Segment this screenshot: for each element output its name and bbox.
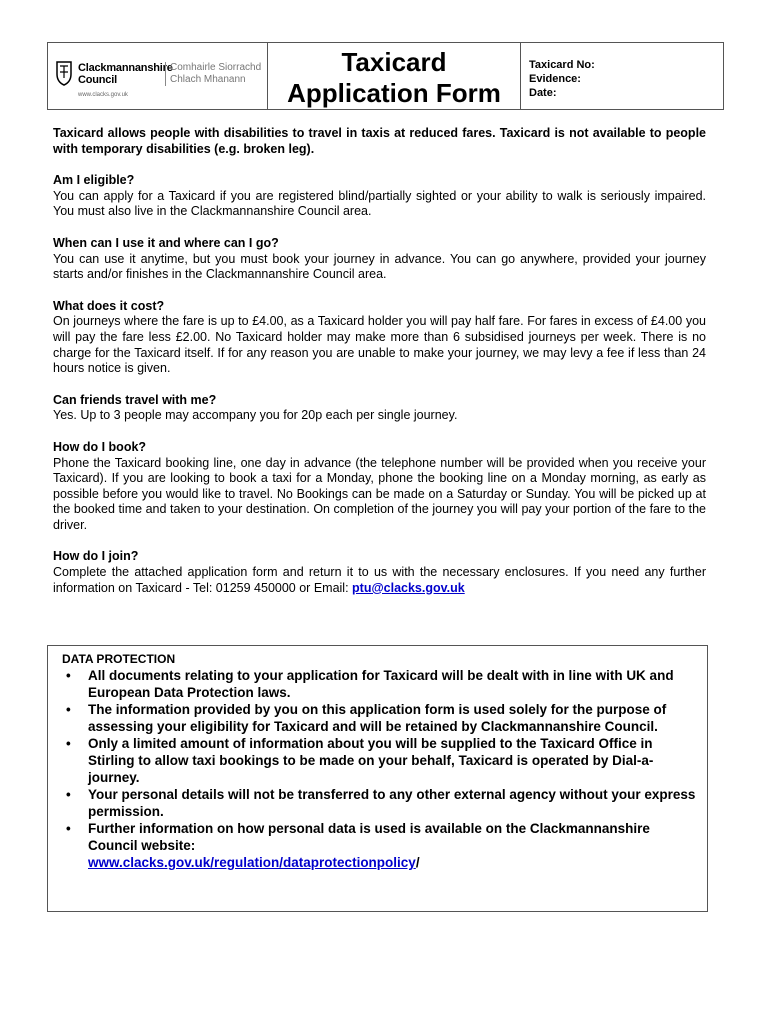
logo-url: www.clacks.gov.uk bbox=[78, 92, 128, 98]
section-cost bbox=[53, 299, 706, 377]
list-item: • The information provided by you on this application form is used solely for the purpose of assessing your eligibility for Taxicard and will be retained by Clackmannanshire Council. bbox=[66, 702, 667, 734]
section-heading: Am I eligible? bbox=[53, 173, 135, 188]
section-body: Yes. Up to 3 people may accompany you for 20p each per single journey. bbox=[53, 408, 458, 423]
email-link[interactable]: ptu@clacks.gov.uk bbox=[352, 580, 465, 595]
council-name: Clackmannanshire Council bbox=[78, 62, 173, 86]
section-booking bbox=[53, 440, 706, 534]
bullet-icon: • bbox=[66, 702, 71, 717]
council-crest-icon bbox=[55, 60, 73, 86]
data-protection-list bbox=[62, 667, 697, 871]
section-heading: How do I book? bbox=[53, 439, 147, 454]
data-protection-box bbox=[47, 645, 708, 912]
section-heading: When can I use it and where can I go? bbox=[53, 235, 279, 250]
section-body: On journeys where the fare is up to £4.00, as a Taxicard holder you will pay half fare. For fares in excess of £4.00 you will pay the fare less £2.00. No Taxicard holder may make more than 6 subsidised journeys per week. There is no charge for the Taxicard itself. If for any reason you are unable to make your journey, we may levy a fee if less than 24 hours notice is given. bbox=[53, 314, 706, 376]
bullet-icon: • bbox=[66, 668, 71, 683]
evidence-label: Evidence: bbox=[529, 73, 581, 85]
list-item: • Only a limited amount of information about you will be supplied to the Taxicard Office in Stirling to allow taxi bookings to be made on your behalf, Taxicard is operated by Dial-a-journey. bbox=[66, 736, 654, 785]
intro-text: Taxicard allows people with disabilities to travel in taxis at reduced fares. Taxicard is not available to people with temporary disabilities (e.g. broken leg). bbox=[53, 126, 706, 156]
info-content bbox=[53, 126, 706, 612]
section-eligible bbox=[53, 173, 706, 220]
section-body: You can apply for a Taxicard if you are registered blind/partially sighted or your ability to walk is seriously impaired. You must also live in the Clackmannanshire Council area. bbox=[53, 188, 706, 219]
bullet-icon: • bbox=[66, 787, 71, 802]
section-join bbox=[53, 549, 706, 596]
section-heading: How do I join? bbox=[53, 549, 139, 564]
form-header bbox=[47, 42, 724, 110]
date-label: Date: bbox=[529, 87, 557, 99]
list-item: • Further information on how personal data is used is available on the Clackmannanshire Council website: www.clacks.gov.uk/regulation/dataprotectionpolicy/ bbox=[66, 821, 650, 870]
section-friends bbox=[53, 393, 706, 424]
council-logo bbox=[48, 43, 268, 109]
section-heading: What does it cost? bbox=[53, 298, 165, 313]
taxicard-no-label: Taxicard No: bbox=[529, 59, 595, 71]
section-body: You can use it anytime, but you must book your journey in advance. You can go anywhere, provided your journey starts and/or finishes in the Clackmannanshire Council area. bbox=[53, 251, 706, 282]
council-gaelic-name: Comhairle Siorrachd Chlach Mhanann bbox=[165, 62, 261, 86]
office-use-fields bbox=[521, 43, 723, 109]
bullet-icon: • bbox=[66, 821, 71, 836]
data-protection-title: DATA PROTECTION bbox=[62, 652, 176, 666]
list-item: • Your personal details will not be transferred to any other external agency without your express permission. bbox=[66, 787, 696, 819]
section-usage bbox=[53, 236, 706, 283]
bullet-icon: • bbox=[66, 736, 71, 751]
data-protection-policy-link[interactable]: www.clacks.gov.uk/regulation/dataprotectionpolicy bbox=[88, 855, 416, 870]
section-body: Complete the attached application form and return it to us with the necessary enclosures. If you need any further information on Taxicard - Tel: 01259 450000 or Email: ptu@clacks.gov.uk bbox=[53, 565, 706, 595]
section-heading: Can friends travel with me? bbox=[53, 392, 217, 407]
list-item: • All documents relating to your application for Taxicard will be dealt with in line with UK and European Data Protection laws. bbox=[66, 668, 674, 700]
section-body: Phone the Taxicard booking line, one day in advance (the telephone number will be provided when you receive your Taxicard). If you are looking to book a taxi for a Monday, phone the booking line on a Monday morning, as early as possible before you would like to travel. No Bookings can be made on a Saturday or Sunday. You will be picked up at the booked time and taken to your destination. On completion of the journey you will pay your portion of the fare to the driver. bbox=[53, 455, 706, 532]
page-title: Taxicard Application Form bbox=[268, 43, 521, 109]
